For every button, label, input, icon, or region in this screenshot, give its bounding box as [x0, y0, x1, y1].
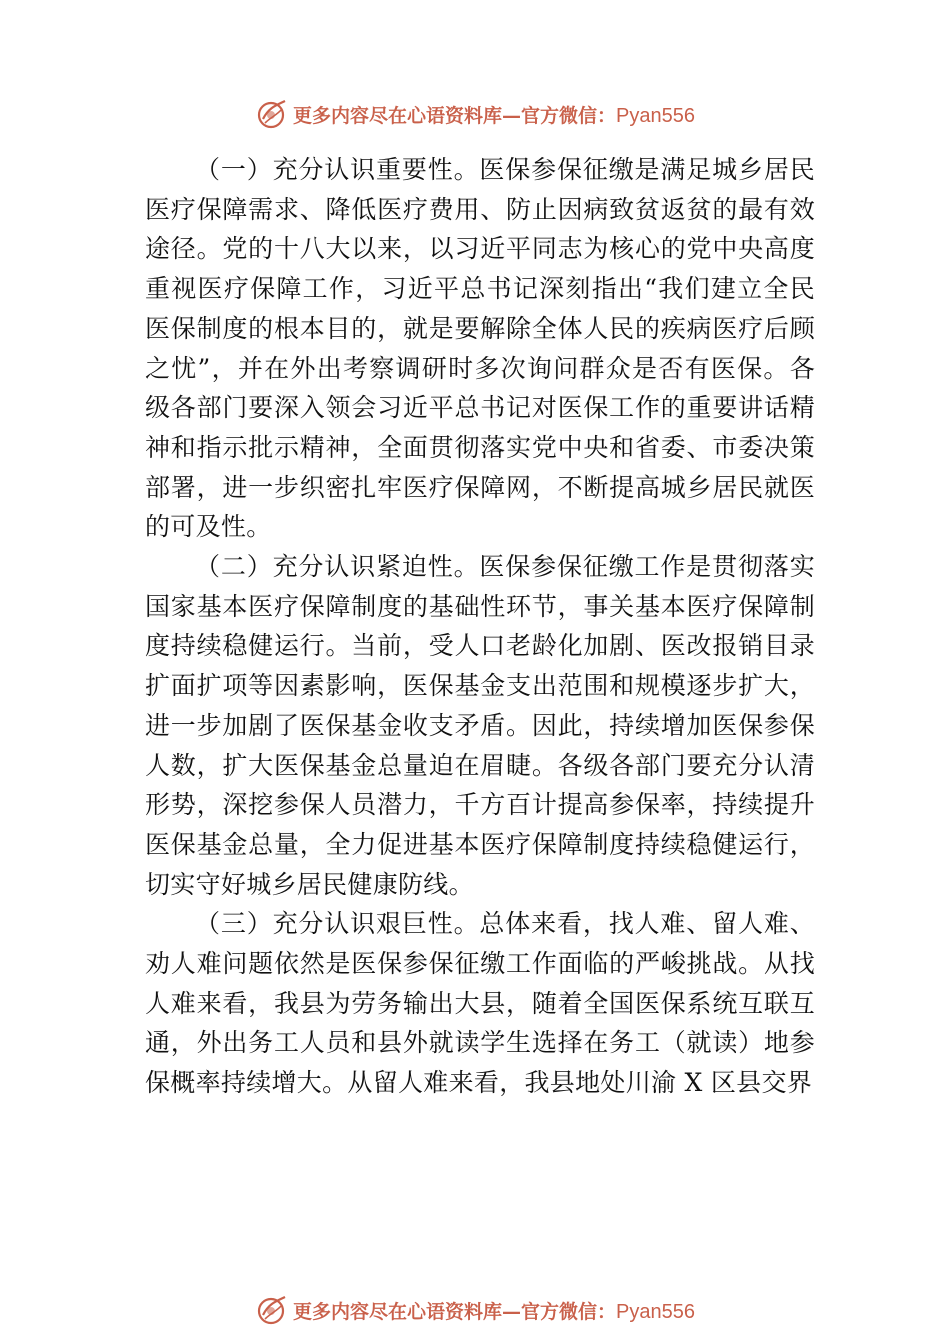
paragraph-importance: （一）充分认识重要性。医保参保征缴是满足城乡居民医疗保障需求、降低医疗费用、防止因病致贫返贫的最有效途径。党的十八大以来，以习近平同志为核心的党中央高度重视医疗保障工作，习近平总书记深刻指出“我们建立全民医保制度的根本目的，就是要解除全体人民的疾病医疗后顾之忧”，并在外出考察调研时多次询问群众是否有医保。各级各部门要深入领会习近平总书记对医保工作的重要讲话精神和指示批示精神，全面贯彻落实党中央和省委、市委决策部署，进一步织密扎牢医疗保障网，不断提高城乡居民就医的可及性。: [145, 155, 815, 542]
watermark-text: 更多内容尽在心语资料库—官方微信：Pyan556: [293, 1300, 695, 1323]
red-sketch-logo-icon: [255, 1293, 289, 1327]
footer-watermark: [0, 1290, 950, 1330]
header-watermark: [0, 94, 950, 134]
paragraph-difficulty: （三）充分认识艰巨性。总体来看，找人难、留人难、劝人难问题依然是医保参保征缴工作面临的严峻挑战。从找人难来看，我县为劳务输出大县，随着全国医保系统互联互通，外出务工人员和县外就读学生选择在务工（就读）地参保概率持续增大。从留人难来看，我县地处川渝 X 区县交界: [145, 909, 815, 1098]
paragraph-urgency: （二）充分认识紧迫性。医保参保征缴工作是贯彻落实国家基本医疗保障制度的基础性环节，事关基本医疗保障制度持续稳健运行。当前，受人口老龄化加剧、医改报销目录扩面扩项等因素影响，医保基金支出范围和规模逐步扩大， 进一步加剧了医保基金收支矛盾。因此，持续增加医保参保人数，扩大医保基金总量迫在眉睫。各级各部门要充分认清形势，深挖参保人员潜力，千方百计提高参保率，持续提升医保基金总量，全力促进基本医疗保障制度持续稳健运行， 切实守好城乡居民健康防线。: [145, 552, 815, 899]
red-sketch-logo-icon: [255, 97, 289, 131]
wechat-id: Pyan556: [616, 1300, 695, 1323]
document-body: [145, 150, 815, 1103]
wechat-id: Pyan556: [616, 104, 695, 127]
watermark-text: 更多内容尽在心语资料库—官方微信：Pyan556: [293, 104, 695, 127]
